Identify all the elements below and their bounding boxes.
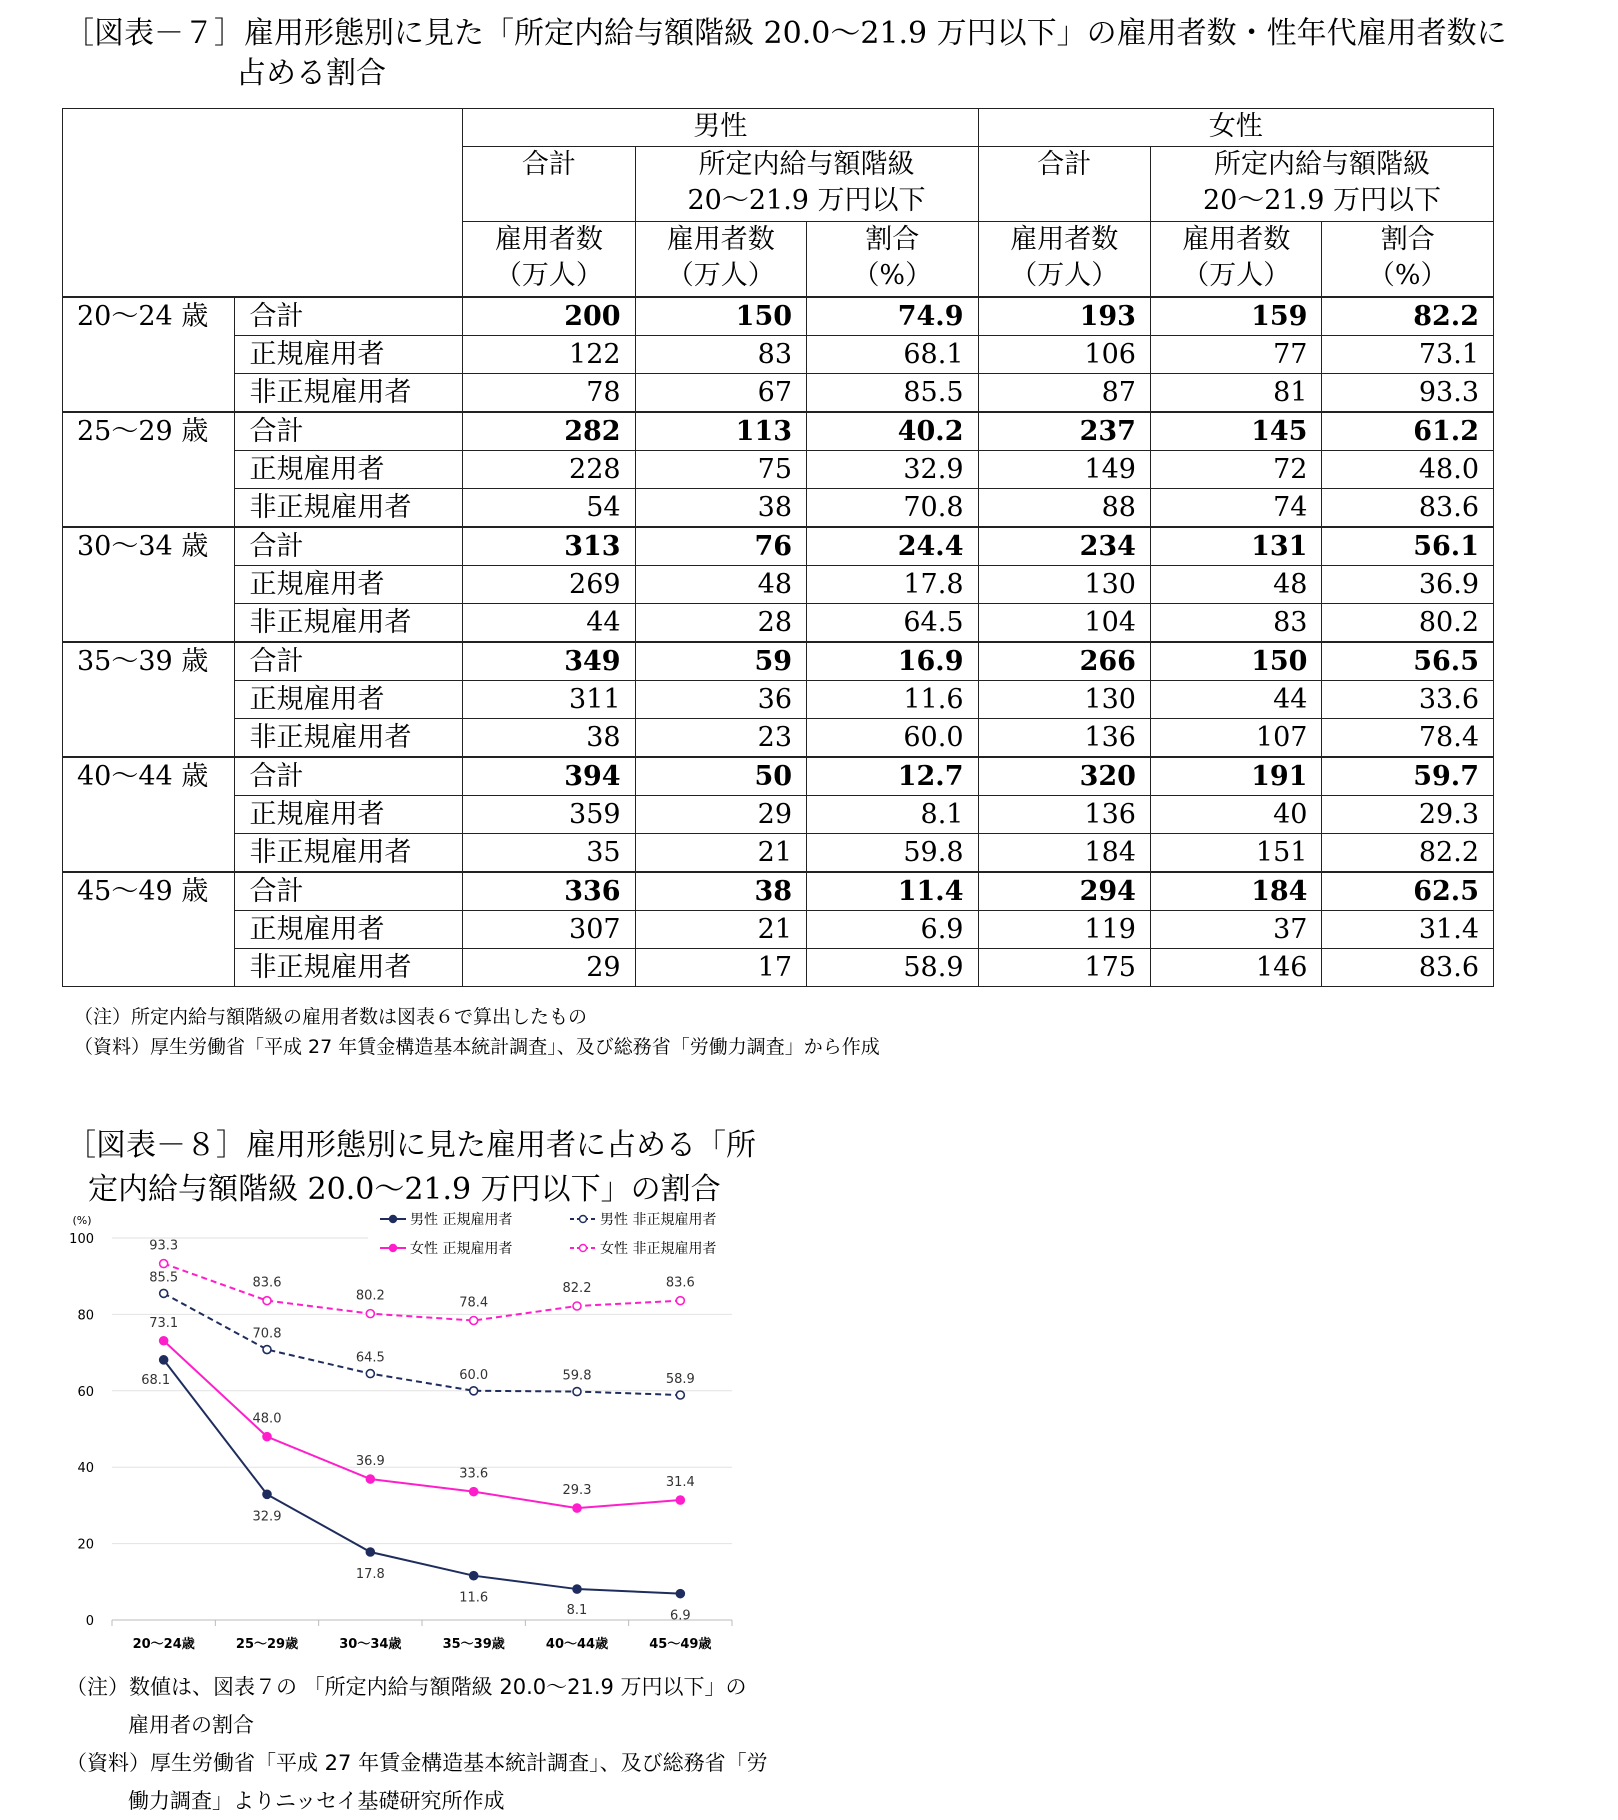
data-label: 83.6 — [252, 1275, 282, 1291]
table-cell-m-ratio: 59.8 — [807, 834, 978, 873]
y-tick-label: 20 — [77, 1537, 94, 1553]
data-label: 32.9 — [252, 1509, 282, 1525]
figure8-title — [66, 1124, 786, 1212]
table-cell-m-ratio: 64.5 — [807, 604, 978, 643]
table-cell-f-total: 237 — [978, 412, 1150, 451]
y-tick-label: 60 — [77, 1384, 94, 1400]
header-female-bracket: 所定内給与額階級 20～21.9 万円以下 — [1150, 147, 1493, 222]
figure8-source-line2: 働力調査」よりニッセイ基礎研究所作成 — [128, 1789, 505, 1813]
table-cell-m-ratio: 68.1 — [807, 336, 978, 374]
data-label: 85.5 — [149, 1270, 179, 1286]
employment-type-label: 合計 — [235, 642, 463, 681]
x-tick-label: 30～34歳 — [339, 1637, 402, 1652]
employment-type-label: 非正規雇用者 — [235, 374, 463, 413]
data-point — [676, 1590, 684, 1598]
table-cell-f-total: 320 — [978, 757, 1150, 796]
legend-label: 女性 非正規雇用者 — [600, 1241, 717, 1257]
table-cell-m-total: 78 — [463, 374, 635, 413]
data-label: 73.1 — [149, 1315, 179, 1331]
table-cell-f-count: 37 — [1150, 911, 1321, 949]
table-cell-m-total: 336 — [463, 872, 635, 911]
table-cell-f-total: 294 — [978, 872, 1150, 911]
table-cell-m-total: 311 — [463, 681, 635, 719]
header-ratio: 割合 （%） — [1322, 222, 1494, 298]
table-cell-f-count: 72 — [1150, 451, 1321, 489]
table-cell-f-ratio: 83.6 — [1322, 949, 1494, 987]
table-cell-m-ratio: 6.9 — [807, 911, 978, 949]
table-cell-m-count: 21 — [635, 834, 806, 873]
table-row — [63, 374, 1494, 413]
table-cell-f-total: 87 — [978, 374, 1150, 413]
data-label: 78.4 — [459, 1295, 489, 1311]
data-point — [263, 1490, 271, 1498]
table-cell-m-total: 394 — [463, 757, 635, 796]
table-cell-f-count: 191 — [1150, 757, 1321, 796]
table-cell-f-total: 175 — [978, 949, 1150, 987]
y-tick-label: 40 — [77, 1461, 94, 1477]
employment-type-label: 正規雇用者 — [235, 336, 463, 374]
table-row — [63, 336, 1494, 374]
table-cell-m-ratio: 40.2 — [807, 412, 978, 451]
employment-type-label: 非正規雇用者 — [235, 949, 463, 987]
table-cell-m-count: 67 — [635, 374, 806, 413]
table-cell-f-ratio: 61.2 — [1322, 412, 1494, 451]
table-cell-f-ratio: 56.5 — [1322, 642, 1494, 681]
data-point — [160, 1356, 168, 1364]
header-male-total: 合計 — [463, 147, 635, 222]
data-point — [573, 1504, 581, 1512]
table-cell-m-total: 44 — [463, 604, 635, 643]
table-cell-m-total: 228 — [463, 451, 635, 489]
table-row — [63, 527, 1494, 566]
table-cell-f-count: 40 — [1150, 796, 1321, 834]
data-point — [676, 1496, 684, 1504]
table-cell-m-count: 59 — [635, 642, 806, 681]
table-cell-m-count: 29 — [635, 796, 806, 834]
table-cell-m-count: 50 — [635, 757, 806, 796]
table-cell-f-total: 106 — [978, 336, 1150, 374]
legend-swatch-marker — [390, 1245, 397, 1252]
legend-swatch-marker — [580, 1245, 587, 1252]
data-point — [470, 1317, 478, 1325]
figure7-note: （注）所定内給与額階級の雇用者数は図表６で算出したもの — [74, 1006, 588, 1028]
figure8-line-chart — [60, 1208, 760, 1668]
table-cell-f-total: 184 — [978, 834, 1150, 873]
table-cell-m-total: 122 — [463, 336, 635, 374]
table-cell-f-count: 77 — [1150, 336, 1321, 374]
table-cell-m-total: 349 — [463, 642, 635, 681]
table-cell-f-ratio: 82.2 — [1322, 834, 1494, 873]
data-label: 48.0 — [252, 1411, 282, 1427]
figure7-title — [64, 14, 1564, 94]
table-row — [63, 642, 1494, 681]
employment-type-label: 正規雇用者 — [235, 451, 463, 489]
table-cell-f-ratio: 83.6 — [1322, 489, 1494, 528]
table-cell-m-count: 17 — [635, 949, 806, 987]
data-label: 60.0 — [459, 1367, 489, 1383]
table-cell-m-ratio: 11.6 — [807, 681, 978, 719]
figure8-notes — [66, 1668, 768, 1820]
legend-swatch-marker — [580, 1216, 587, 1223]
table-cell-m-total: 29 — [463, 949, 635, 987]
y-axis-unit-label: (%) — [72, 1214, 92, 1227]
table-cell-f-count: 159 — [1150, 297, 1321, 336]
table-cell-m-ratio: 85.5 — [807, 374, 978, 413]
table-cell-f-ratio: 29.3 — [1322, 796, 1494, 834]
employment-type-label: 合計 — [235, 412, 463, 451]
table-cell-f-ratio: 93.3 — [1322, 374, 1494, 413]
table-cell-m-total: 38 — [463, 719, 635, 758]
data-label: 68.1 — [141, 1372, 171, 1388]
data-label: 8.1 — [566, 1603, 588, 1619]
x-tick-label: 45～49歳 — [649, 1637, 712, 1652]
table-cell-f-count: 131 — [1150, 527, 1321, 566]
table-cell-f-ratio: 48.0 — [1322, 451, 1494, 489]
employment-type-label: 非正規雇用者 — [235, 489, 463, 528]
table-cell-m-total: 35 — [463, 834, 635, 873]
table-cell-f-total: 130 — [978, 681, 1150, 719]
table-cell-m-total: 54 — [463, 489, 635, 528]
data-point — [573, 1585, 581, 1593]
table-row — [63, 719, 1494, 758]
header-count: 雇用者数 （万人） — [978, 222, 1150, 298]
age-group-label: 25～29 歳 — [63, 412, 235, 527]
table-cell-f-count: 145 — [1150, 412, 1321, 451]
employment-type-label: 正規雇用者 — [235, 911, 463, 949]
legend-swatch-marker — [390, 1216, 397, 1223]
data-label: 58.9 — [665, 1372, 695, 1388]
figure8-source-line1: （資料）厚生労働省「平成 27 年賃金構造基本統計調査」、及び総務省「労 — [66, 1751, 768, 1775]
header-female-total: 合計 — [978, 147, 1150, 222]
table-cell-m-ratio: 58.9 — [807, 949, 978, 987]
data-label: 93.3 — [149, 1238, 179, 1254]
table-cell-m-total: 282 — [463, 412, 635, 451]
table-row — [63, 757, 1494, 796]
table-cell-f-count: 146 — [1150, 949, 1321, 987]
table-cell-f-count: 81 — [1150, 374, 1321, 413]
table-cell-m-count: 21 — [635, 911, 806, 949]
table-cell-f-ratio: 62.5 — [1322, 872, 1494, 911]
employment-type-label: 正規雇用者 — [235, 681, 463, 719]
table-cell-f-ratio: 78.4 — [1322, 719, 1494, 758]
table-cell-m-ratio: 74.9 — [807, 297, 978, 336]
table-cell-f-total: 266 — [978, 642, 1150, 681]
table-cell-m-count: 150 — [635, 297, 806, 336]
header-ratio: 割合 （%） — [807, 222, 978, 298]
table-cell-m-ratio: 60.0 — [807, 719, 978, 758]
table-cell-m-total: 200 — [463, 297, 635, 336]
data-label: 33.6 — [459, 1466, 489, 1482]
table-cell-f-ratio: 73.1 — [1322, 336, 1494, 374]
figure8-title-line1: ［図表－８］雇用形態別に見た雇用者に占める「所 — [66, 1128, 756, 1163]
data-point — [366, 1548, 374, 1556]
table-cell-f-ratio: 82.2 — [1322, 297, 1494, 336]
table-corner — [63, 109, 463, 298]
x-tick-label: 25～29歳 — [235, 1637, 299, 1652]
table-cell-f-count: 184 — [1150, 872, 1321, 911]
table-row — [63, 834, 1494, 873]
y-tick-label: 0 — [85, 1614, 94, 1629]
table-cell-f-total: 234 — [978, 527, 1150, 566]
employment-type-label: 合計 — [235, 757, 463, 796]
table-row — [63, 489, 1494, 528]
x-tick-label: 40～44歳 — [545, 1637, 609, 1652]
data-point — [263, 1433, 271, 1441]
data-label: 70.8 — [252, 1326, 282, 1342]
data-point — [263, 1297, 271, 1305]
table-cell-m-ratio: 17.8 — [807, 566, 978, 604]
table-row — [63, 681, 1494, 719]
figure8-title-line2: 定内給与額階級 20.0～21.9 万円以下」の割合 — [88, 1172, 721, 1207]
table-cell-f-ratio: 33.6 — [1322, 681, 1494, 719]
data-label: 36.9 — [355, 1454, 385, 1470]
data-point — [470, 1488, 478, 1496]
table-cell-m-count: 83 — [635, 336, 806, 374]
header-count: 雇用者数 （万人） — [1150, 222, 1321, 298]
age-group-label: 45～49 歳 — [63, 872, 235, 987]
table-cell-m-total: 269 — [463, 566, 635, 604]
table-cell-f-total: 149 — [978, 451, 1150, 489]
table-cell-f-count: 74 — [1150, 489, 1321, 528]
figure7-title-line1: ［図表－７］雇用形態別に見た「所定内給与額階級 20.0～21.9 万円以下」の雇用者数・性年代雇用者数に — [64, 16, 1507, 51]
age-group-label: 20～24 歳 — [63, 297, 235, 412]
data-point — [160, 1289, 168, 1297]
data-label: 59.8 — [562, 1368, 592, 1384]
table-row — [63, 796, 1494, 834]
table-row — [63, 451, 1494, 489]
table-cell-m-count: 38 — [635, 872, 806, 911]
data-point — [676, 1297, 684, 1305]
table-cell-f-count: 107 — [1150, 719, 1321, 758]
figure8-note-line2: 雇用者の割合 — [128, 1713, 254, 1737]
table-cell-f-total: 130 — [978, 566, 1150, 604]
table-cell-f-count: 150 — [1150, 642, 1321, 681]
y-tick-label: 80 — [77, 1308, 94, 1324]
header-count: 雇用者数 （万人） — [635, 222, 806, 298]
data-label: 83.6 — [665, 1275, 695, 1291]
y-tick-label: 100 — [69, 1232, 94, 1247]
table-cell-m-count: 23 — [635, 719, 806, 758]
employment-type-label: 正規雇用者 — [235, 566, 463, 604]
table-row — [63, 566, 1494, 604]
employment-type-label: 合計 — [235, 297, 463, 336]
table-cell-m-ratio: 32.9 — [807, 451, 978, 489]
table-cell-f-ratio: 56.1 — [1322, 527, 1494, 566]
table-row — [63, 604, 1494, 643]
table-cell-f-total: 193 — [978, 297, 1150, 336]
figure7-title-line2: 占める割合 — [236, 56, 386, 91]
table-cell-m-count: 75 — [635, 451, 806, 489]
table-cell-f-total: 104 — [978, 604, 1150, 643]
data-label: 29.3 — [562, 1483, 592, 1499]
employment-type-label: 合計 — [235, 527, 463, 566]
table-cell-f-count: 44 — [1150, 681, 1321, 719]
data-point — [263, 1346, 271, 1354]
table-row — [63, 297, 1494, 336]
employment-type-label: 非正規雇用者 — [235, 719, 463, 758]
table-cell-f-total: 136 — [978, 796, 1150, 834]
data-label: 6.9 — [669, 1608, 691, 1624]
table-cell-m-ratio: 8.1 — [807, 796, 978, 834]
header-female: 女性 — [978, 109, 1494, 147]
table-row — [63, 872, 1494, 911]
age-group-label: 35～39 歳 — [63, 642, 235, 757]
table-row — [63, 911, 1494, 949]
series-line — [164, 1341, 681, 1508]
table-row — [63, 949, 1494, 987]
data-label: 11.6 — [459, 1590, 489, 1606]
table-cell-m-total: 313 — [463, 527, 635, 566]
age-group-label: 30～34 歳 — [63, 527, 235, 642]
legend-label: 女性 正規雇用者 — [410, 1241, 513, 1257]
data-point — [160, 1337, 168, 1345]
figure7-source: （資料）厚生労働省「平成 27 年賃金構造基本統計調査」、及び総務省「労働力調査」から作成 — [74, 1036, 880, 1058]
table-cell-f-ratio: 36.9 — [1322, 566, 1494, 604]
employment-type-label: 正規雇用者 — [235, 796, 463, 834]
figure8-note-line1: （注）数値は、図表７の 「所定内給与額階級 20.0～21.9 万円以下」の — [66, 1675, 747, 1699]
table-cell-f-total: 136 — [978, 719, 1150, 758]
table-cell-m-count: 48 — [635, 566, 806, 604]
data-label: 17.8 — [355, 1567, 385, 1583]
data-point — [470, 1572, 478, 1580]
employment-type-label: 非正規雇用者 — [235, 834, 463, 873]
table-cell-m-total: 359 — [463, 796, 635, 834]
table-cell-f-total: 119 — [978, 911, 1150, 949]
table-cell-m-ratio: 70.8 — [807, 489, 978, 528]
x-tick-label: 35～39歳 — [442, 1637, 505, 1652]
data-point — [366, 1475, 374, 1483]
data-point — [676, 1391, 684, 1399]
table-cell-m-ratio: 11.4 — [807, 872, 978, 911]
series-line — [164, 1360, 681, 1594]
data-point — [470, 1387, 478, 1395]
data-label: 64.5 — [355, 1350, 385, 1366]
data-point — [366, 1310, 374, 1318]
employment-type-label: 合計 — [235, 872, 463, 911]
table-cell-m-ratio: 12.7 — [807, 757, 978, 796]
data-label: 82.2 — [562, 1280, 592, 1296]
table-cell-m-count: 113 — [635, 412, 806, 451]
table-cell-m-total: 307 — [463, 911, 635, 949]
data-label: 31.4 — [665, 1475, 695, 1491]
figure7-table — [62, 108, 1494, 987]
table-cell-m-count: 36 — [635, 681, 806, 719]
table-cell-m-ratio: 24.4 — [807, 527, 978, 566]
table-row — [63, 412, 1494, 451]
age-group-label: 40～44 歳 — [63, 757, 235, 872]
data-point — [366, 1370, 374, 1378]
legend-label: 男性 正規雇用者 — [410, 1212, 513, 1228]
table-cell-m-count: 76 — [635, 527, 806, 566]
table-cell-f-ratio: 80.2 — [1322, 604, 1494, 643]
x-tick-label: 20～24歳 — [132, 1637, 195, 1652]
employment-type-label: 非正規雇用者 — [235, 604, 463, 643]
table-cell-m-count: 28 — [635, 604, 806, 643]
header-male-bracket: 所定内給与額階級 20～21.9 万円以下 — [635, 147, 978, 222]
header-count: 雇用者数 （万人） — [463, 222, 635, 298]
table-cell-f-ratio: 31.4 — [1322, 911, 1494, 949]
table-cell-f-count: 48 — [1150, 566, 1321, 604]
table-cell-m-ratio: 16.9 — [807, 642, 978, 681]
data-point — [573, 1388, 581, 1396]
table-cell-f-count: 151 — [1150, 834, 1321, 873]
table-cell-f-count: 83 — [1150, 604, 1321, 643]
figure7-notes — [74, 1002, 880, 1062]
legend-label: 男性 非正規雇用者 — [600, 1212, 717, 1228]
data-point — [573, 1302, 581, 1310]
header-male: 男性 — [463, 109, 978, 147]
table-cell-f-total: 88 — [978, 489, 1150, 528]
data-label: 80.2 — [355, 1288, 385, 1304]
table-cell-m-count: 38 — [635, 489, 806, 528]
series-line — [164, 1293, 681, 1395]
data-point — [160, 1260, 168, 1268]
table-cell-f-ratio: 59.7 — [1322, 757, 1494, 796]
series-line — [164, 1264, 681, 1321]
